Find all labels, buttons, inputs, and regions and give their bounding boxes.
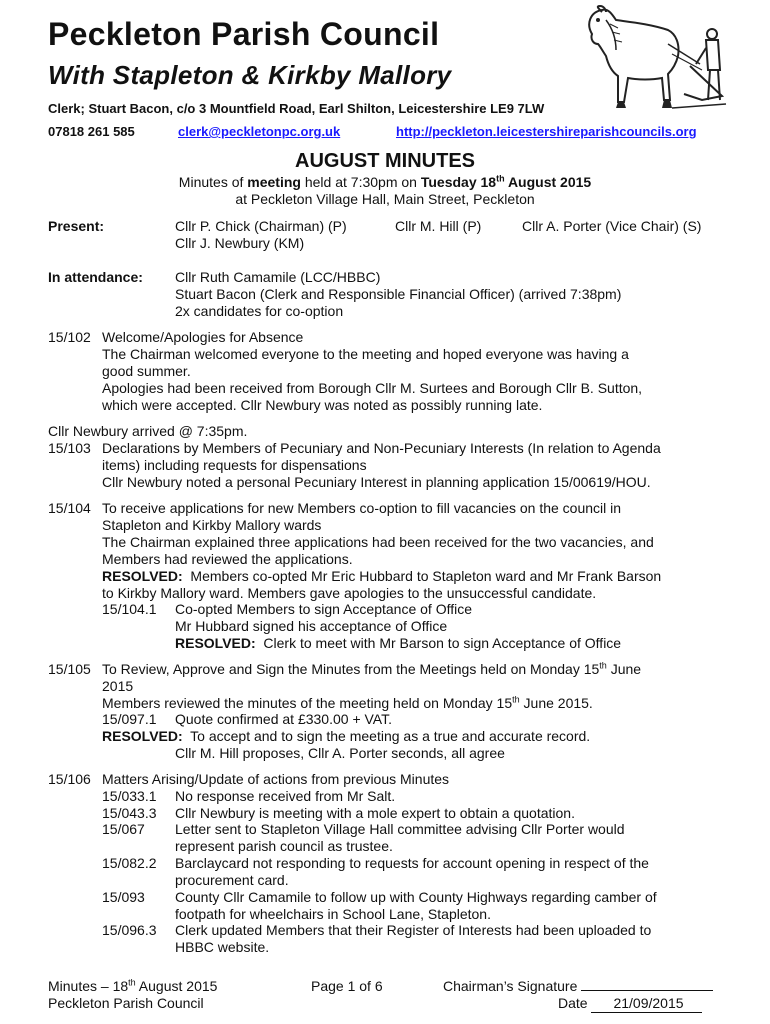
item-text: Members reviewed the minutes of the meeting held on Monday 15th June 2015. (102, 694, 593, 711)
item-title: Matters Arising/Update of actions from previous Minutes (102, 771, 450, 787)
page-number: Page 1 of 6 (311, 978, 383, 994)
council-subtitle: With Stapleton & Kirkby Mallory (48, 60, 452, 90)
item-number: 15/103 (48, 440, 91, 456)
present-member: Cllr A. Porter (Vice Chair) (S) (522, 218, 702, 234)
signed-date: Date 21/09/2015 (558, 995, 702, 1013)
meeting-venue: at Peckleton Village Hall, Main Street, Peckleton (235, 191, 535, 207)
item-title: Declarations by Members of Pecuniary and Non-Pecuniary Interests (In relation to Agenda (102, 440, 661, 456)
item-number: 15/102 (48, 329, 91, 345)
item-text: The Chairman explained three applications had been received for the two vacancies, and (102, 534, 654, 550)
sub-item-number: 15/082.2 (102, 855, 157, 871)
item-title: To Review, Approve and Sign the Minutes from the Meetings held on Monday 15th June (102, 660, 642, 677)
resolution: RESOLVED: Members co-opted Mr Eric Hubbard to Stapleton ward and Mr Frank Barson (102, 568, 662, 584)
email-link[interactable]: clerk@peckletonpc.org.uk (178, 124, 341, 139)
item-title: Welcome/Apologies for Absence (102, 329, 304, 345)
signature-line (581, 978, 713, 991)
sub-item-text: Cllr Newbury is meeting with a mole expert to obtain a quotation. (175, 805, 575, 821)
sub-item-text: Clerk updated Members that their Register of Interests had been uploaded to (175, 922, 652, 938)
chairman-signature: Chairman’s Signature (443, 978, 713, 995)
item-text: Apologies had been received from Borough Cllr M. Surtees and Borough Cllr B. Sutton, (102, 380, 643, 396)
arrival-note: Cllr Newbury arrived @ 7:35pm. (48, 423, 248, 439)
sub-item-text: footpath for wheelchairs in School Lane, Stapleton. (175, 906, 491, 922)
item-text: The Chairman welcomed everyone to the meeting and hoped everyone was having a (102, 346, 629, 362)
minutes-heading: AUGUST MINUTES (295, 150, 475, 172)
sub-item-text: Co-opted Members to sign Acceptance of Office (175, 601, 473, 617)
attendance-line: Stuart Bacon (Clerk and Responsible Financial Officer) (arrived 7:38pm) (175, 286, 622, 302)
attendance-label: In attendance: (48, 269, 143, 285)
sub-item-text: procurement card. (175, 872, 289, 888)
present-label: Present: (48, 218, 105, 234)
proposal-line: Cllr M. Hill proposes, Cllr A. Porter seconds, all agree (175, 745, 505, 761)
sub-item-text: Mr Hubbard signed his acceptance of Office (175, 618, 448, 634)
item-number: 15/104 (48, 500, 91, 516)
council-title: Peckleton Parish Council (48, 16, 440, 52)
clerk-address: Clerk; Stuart Bacon, c/o 3 Mountfield Road, Earl Shilton, Leicestershire LE9 7LW (48, 101, 545, 116)
sub-item-number: 15/096.3 (102, 922, 157, 938)
sub-item-number: 15/097.1 (102, 711, 157, 727)
sub-item-number: 15/067 (102, 821, 145, 837)
item-text: which were accepted. Cllr Newbury was noted as possibly running late. (102, 397, 543, 413)
item-text: items) including requests for dispensations (102, 457, 367, 473)
sub-item-text: HBBC website. (175, 939, 270, 955)
sub-item-text: No response received from Mr Salt. (175, 788, 396, 804)
website-link[interactable]: http://peckleton.leicestershireparishcouncils.org (396, 124, 697, 139)
meeting-line: Minutes of meeting held at 7:30pm on Tuesday 18th August 2015 (178, 173, 592, 190)
present-member: Cllr P. Chick (Chairman) (P) (175, 218, 347, 234)
footer-council-name: Peckleton Parish Council (48, 995, 204, 1011)
phone-number: 07818 261 585 (48, 124, 135, 139)
present-member: Cllr M. Hill (P) (395, 218, 482, 234)
sub-item-number: 15/093 (102, 889, 145, 905)
sub-item-text: Barclaycard not responding to requests for account opening in respect of the (175, 855, 649, 871)
item-number: 15/106 (48, 771, 91, 787)
item-title: 2015 (102, 678, 134, 694)
attendance-line: 2x candidates for co-option (175, 303, 344, 319)
sub-item-text: represent parish council as trustee. (175, 838, 393, 854)
item-number: 15/105 (48, 661, 91, 677)
sub-item-text: Letter sent to Stapleton Village Hall committee advising Cllr Porter would (175, 821, 625, 837)
resolution: RESOLVED: Clerk to meet with Mr Barson to sign Acceptance of Office (175, 635, 622, 651)
sub-item-text: County Cllr Camamile to follow up with County Highways regarding camber of (175, 889, 657, 905)
sub-item-number: 15/033.1 (102, 788, 157, 804)
sub-item-text: Quote confirmed at £330.00 + VAT. (175, 711, 392, 727)
item-text: Cllr Newbury noted a personal Pecuniary Interest in planning application 15/00619/HOU. (102, 474, 651, 490)
date-value: 21/09/2015 (591, 995, 701, 1013)
item-title: To receive applications for new Members co-option to fill vacancies on the council in (102, 500, 622, 516)
item-text: Members had reviewed the applications. (102, 551, 353, 567)
item-text: good summer. (102, 363, 191, 379)
horse-ploughman-logo-icon (572, 4, 727, 114)
present-member: Cllr J. Newbury (KM) (175, 235, 305, 251)
footer-minutes-date: Minutes – 18th August 2015 (48, 977, 218, 994)
item-text: Stapleton and Kirkby Mallory wards (102, 517, 322, 533)
sub-item-number: 15/043.3 (102, 805, 157, 821)
resolution: RESOLVED: To accept and to sign the meeting as a true and accurate record. (102, 728, 591, 744)
item-text: to Kirkby Mallory ward. Members gave apologies to the unsuccessful candidate. (102, 585, 597, 601)
attendance-line: Cllr Ruth Camamile (LCC/HBBC) (175, 269, 381, 285)
sub-item-number: 15/104.1 (102, 601, 157, 617)
